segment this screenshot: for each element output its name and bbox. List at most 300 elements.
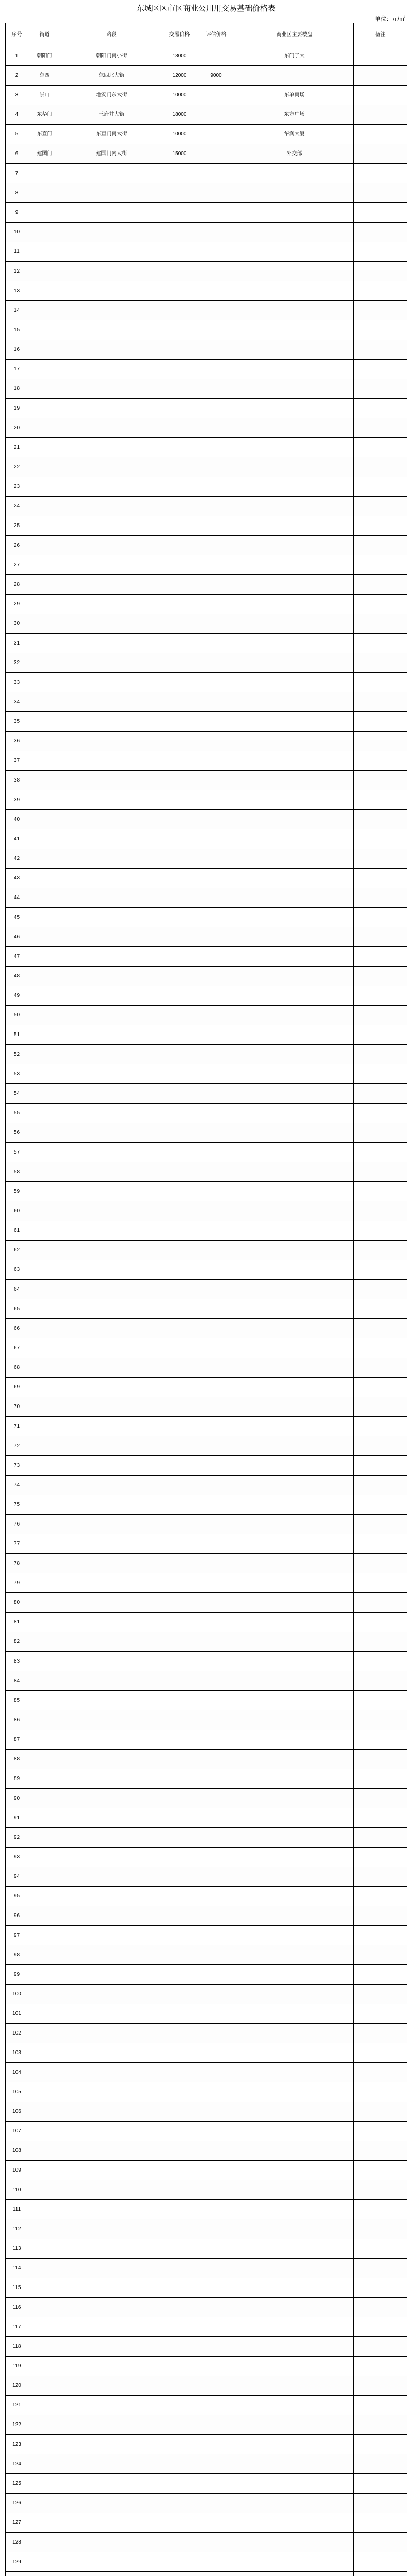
cell-index: 56 bbox=[6, 1123, 28, 1143]
table-row bbox=[6, 575, 407, 595]
cell-road bbox=[61, 203, 162, 223]
table-row bbox=[6, 888, 407, 908]
table-row bbox=[6, 2533, 407, 2552]
cell-street bbox=[28, 1299, 61, 1319]
cell-street bbox=[28, 1710, 61, 1730]
cell-buildings bbox=[235, 1143, 354, 1162]
cell-road bbox=[61, 986, 162, 1006]
cell-trade-price bbox=[162, 1045, 197, 1064]
cell-index: 2 bbox=[6, 66, 28, 86]
cell-notes bbox=[354, 183, 407, 203]
cell-notes bbox=[354, 1652, 407, 1671]
cell-road bbox=[61, 1338, 162, 1358]
cell-street bbox=[28, 203, 61, 223]
cell-street bbox=[28, 1338, 61, 1358]
table-body bbox=[6, 46, 407, 2576]
cell-street bbox=[28, 2494, 61, 2513]
cell-buildings bbox=[235, 1221, 354, 1241]
cell-index: 77 bbox=[6, 1534, 28, 1554]
cell-assessed-price bbox=[197, 1906, 235, 1926]
cell-index: 72 bbox=[6, 1436, 28, 1456]
table-row bbox=[6, 614, 407, 634]
cell-buildings bbox=[235, 1260, 354, 1280]
cell-index: 4 bbox=[6, 105, 28, 125]
cell-buildings bbox=[235, 1084, 354, 1104]
cell-road bbox=[61, 2024, 162, 2043]
cell-index: 74 bbox=[6, 1476, 28, 1495]
cell-road bbox=[61, 1887, 162, 1906]
cell-road bbox=[61, 1985, 162, 2004]
cell-index: 43 bbox=[6, 869, 28, 888]
cell-notes bbox=[354, 1201, 407, 1221]
table-row bbox=[6, 1064, 407, 1084]
cell-buildings bbox=[235, 595, 354, 614]
table-row bbox=[6, 2004, 407, 2024]
cell-notes bbox=[354, 144, 407, 164]
cell-trade-price bbox=[162, 2357, 197, 2376]
table-row bbox=[6, 869, 407, 888]
cell-assessed-price bbox=[197, 2239, 235, 2259]
cell-assessed-price bbox=[197, 2317, 235, 2337]
cell-buildings bbox=[235, 751, 354, 771]
cell-notes bbox=[354, 1143, 407, 1162]
cell-index: 73 bbox=[6, 1456, 28, 1476]
cell-street bbox=[28, 1965, 61, 1985]
cell-index: 124 bbox=[6, 2454, 28, 2474]
cell-assessed-price bbox=[197, 281, 235, 301]
cell-street bbox=[28, 1926, 61, 1945]
cell-street bbox=[28, 2239, 61, 2259]
cell-buildings bbox=[235, 1730, 354, 1750]
cell-trade-price bbox=[162, 986, 197, 1006]
cell-street bbox=[28, 1476, 61, 1495]
cell-buildings bbox=[235, 2219, 354, 2239]
cell-road bbox=[61, 2278, 162, 2298]
header-trade-price: 交易价格 bbox=[162, 23, 197, 46]
cell-trade-price bbox=[162, 1299, 197, 1319]
cell-buildings bbox=[235, 1671, 354, 1691]
cell-assessed-price bbox=[197, 692, 235, 712]
cell-buildings bbox=[235, 2396, 354, 2415]
table-row bbox=[6, 379, 407, 399]
cell-road bbox=[61, 1201, 162, 1221]
table-row bbox=[6, 1573, 407, 1593]
cell-trade-price bbox=[162, 497, 197, 516]
table-row bbox=[6, 1104, 407, 1123]
cell-index: 25 bbox=[6, 516, 28, 536]
cell-street bbox=[28, 1828, 61, 1848]
cell-assessed-price bbox=[197, 1358, 235, 1378]
cell-index: 1 bbox=[6, 46, 28, 66]
cell-index: 44 bbox=[6, 888, 28, 908]
cell-street bbox=[28, 771, 61, 790]
cell-buildings bbox=[235, 2004, 354, 2024]
cell-street bbox=[28, 281, 61, 301]
cell-index: 113 bbox=[6, 2239, 28, 2259]
cell-assessed-price bbox=[197, 2435, 235, 2454]
cell-road bbox=[61, 2357, 162, 2376]
cell-street bbox=[28, 1906, 61, 1926]
cell-notes bbox=[354, 2141, 407, 2161]
cell-index: 96 bbox=[6, 1906, 28, 1926]
cell-assessed-price bbox=[197, 2454, 235, 2474]
cell-assessed-price bbox=[197, 2513, 235, 2533]
cell-assessed-price bbox=[197, 732, 235, 751]
table-row bbox=[6, 2259, 407, 2278]
cell-buildings bbox=[235, 712, 354, 732]
cell-trade-price bbox=[162, 1554, 197, 1573]
cell-street bbox=[28, 2122, 61, 2141]
cell-trade-price bbox=[162, 771, 197, 790]
cell-index: 7 bbox=[6, 164, 28, 183]
cell-notes bbox=[354, 477, 407, 497]
cell-street bbox=[28, 967, 61, 986]
cell-street bbox=[28, 1162, 61, 1182]
cell-buildings bbox=[235, 1985, 354, 2004]
table-row bbox=[6, 1867, 407, 1887]
cell-notes bbox=[354, 712, 407, 732]
cell-assessed-price bbox=[197, 86, 235, 105]
cell-notes bbox=[354, 1985, 407, 2004]
cell-index: 3 bbox=[6, 86, 28, 105]
cell-trade-price bbox=[162, 653, 197, 673]
cell-assessed-price bbox=[197, 1554, 235, 1573]
table-row bbox=[6, 1965, 407, 1985]
cell-notes bbox=[354, 2043, 407, 2063]
header-index: 序号 bbox=[6, 23, 28, 46]
cell-road bbox=[61, 164, 162, 183]
cell-trade-price bbox=[162, 379, 197, 399]
cell-road bbox=[61, 340, 162, 360]
cell-assessed-price bbox=[197, 1495, 235, 1515]
cell-street bbox=[28, 2102, 61, 2122]
cell-notes bbox=[354, 732, 407, 751]
table-row bbox=[6, 66, 407, 86]
cell-notes bbox=[354, 1378, 407, 1397]
cell-street bbox=[28, 673, 61, 692]
cell-road bbox=[61, 2219, 162, 2239]
cell-notes bbox=[354, 86, 407, 105]
cell-index: 93 bbox=[6, 1848, 28, 1867]
table-row bbox=[6, 790, 407, 810]
cell-notes bbox=[354, 2298, 407, 2317]
cell-notes bbox=[354, 2396, 407, 2415]
cell-trade-price bbox=[162, 1397, 197, 1417]
cell-road bbox=[61, 2102, 162, 2122]
price-table bbox=[5, 23, 407, 2576]
cell-index: 18 bbox=[6, 379, 28, 399]
cell-road bbox=[61, 1573, 162, 1593]
table-row bbox=[6, 1476, 407, 1495]
cell-buildings bbox=[235, 986, 354, 1006]
cell-trade-price bbox=[162, 1945, 197, 1965]
cell-notes bbox=[354, 2259, 407, 2278]
cell-notes bbox=[354, 2513, 407, 2533]
cell-notes bbox=[354, 575, 407, 595]
cell-trade-price bbox=[162, 2533, 197, 2552]
cell-assessed-price bbox=[197, 869, 235, 888]
cell-assessed-price bbox=[197, 634, 235, 653]
cell-buildings bbox=[235, 1613, 354, 1632]
cell-buildings bbox=[235, 2552, 354, 2572]
cell-street bbox=[28, 301, 61, 320]
cell-index: 94 bbox=[6, 1867, 28, 1887]
cell-buildings bbox=[235, 2043, 354, 2063]
cell-assessed-price bbox=[197, 1691, 235, 1710]
cell-road bbox=[61, 888, 162, 908]
cell-road bbox=[61, 2572, 162, 2576]
cell-assessed-price bbox=[197, 967, 235, 986]
cell-road bbox=[61, 1045, 162, 1064]
cell-road bbox=[61, 1730, 162, 1750]
table-row bbox=[6, 555, 407, 575]
cell-notes bbox=[354, 1084, 407, 1104]
cell-road bbox=[61, 2259, 162, 2278]
cell-street bbox=[28, 1201, 61, 1221]
cell-notes bbox=[354, 203, 407, 223]
table-row bbox=[6, 1926, 407, 1945]
cell-buildings bbox=[235, 967, 354, 986]
table-row bbox=[6, 2219, 407, 2239]
cell-road bbox=[61, 1906, 162, 1926]
cell-index: 65 bbox=[6, 1299, 28, 1319]
table-row bbox=[6, 829, 407, 849]
cell-assessed-price bbox=[197, 849, 235, 869]
table-row bbox=[6, 2122, 407, 2141]
cell-road bbox=[61, 477, 162, 497]
cell-road: 东四北大街 bbox=[61, 66, 162, 86]
cell-assessed-price bbox=[197, 2337, 235, 2357]
cell-index: 75 bbox=[6, 1495, 28, 1515]
cell-notes bbox=[354, 1573, 407, 1593]
cell-street bbox=[28, 2552, 61, 2572]
cell-street bbox=[28, 1613, 61, 1632]
cell-street bbox=[28, 457, 61, 477]
cell-trade-price bbox=[162, 262, 197, 281]
cell-trade-price: 15000 bbox=[162, 144, 197, 164]
cell-road bbox=[61, 634, 162, 653]
table-row bbox=[6, 399, 407, 418]
cell-road bbox=[61, 1319, 162, 1338]
cell-index: 32 bbox=[6, 653, 28, 673]
cell-notes bbox=[354, 1476, 407, 1495]
cell-street bbox=[28, 2278, 61, 2298]
cell-trade-price bbox=[162, 1632, 197, 1652]
cell-trade-price bbox=[162, 1260, 197, 1280]
cell-notes bbox=[354, 2337, 407, 2357]
cell-buildings bbox=[235, 2082, 354, 2102]
table-row bbox=[6, 1260, 407, 1280]
cell-buildings bbox=[235, 2376, 354, 2396]
cell-assessed-price bbox=[197, 1789, 235, 1808]
table-row bbox=[6, 2141, 407, 2161]
cell-buildings bbox=[235, 2239, 354, 2259]
cell-index: 6 bbox=[6, 144, 28, 164]
table-row bbox=[6, 1828, 407, 1848]
header-buildings: 商业区主要楼盘 bbox=[235, 23, 354, 46]
cell-assessed-price bbox=[197, 2122, 235, 2141]
table-row bbox=[6, 634, 407, 653]
cell-assessed-price bbox=[197, 2533, 235, 2552]
cell-index: 13 bbox=[6, 281, 28, 301]
cell-road bbox=[61, 457, 162, 477]
cell-buildings bbox=[235, 1534, 354, 1554]
cell-road bbox=[61, 1593, 162, 1613]
cell-index: 36 bbox=[6, 732, 28, 751]
cell-assessed-price bbox=[197, 1985, 235, 2004]
page-title: 东城区区市区商业公用用交易基础价格表 bbox=[136, 4, 276, 13]
cell-assessed-price bbox=[197, 262, 235, 281]
cell-notes bbox=[354, 790, 407, 810]
cell-buildings bbox=[235, 1417, 354, 1436]
cell-road bbox=[61, 2552, 162, 2572]
cell-trade-price bbox=[162, 1789, 197, 1808]
cell-trade-price bbox=[162, 692, 197, 712]
cell-trade-price bbox=[162, 2396, 197, 2415]
cell-street bbox=[28, 1887, 61, 1906]
cell-trade-price bbox=[162, 1593, 197, 1613]
table-row bbox=[6, 849, 407, 869]
cell-buildings bbox=[235, 1867, 354, 1887]
cell-trade-price bbox=[162, 242, 197, 262]
cell-trade-price bbox=[162, 1358, 197, 1378]
cell-road bbox=[61, 1456, 162, 1476]
cell-index: 48 bbox=[6, 967, 28, 986]
cell-index: 39 bbox=[6, 790, 28, 810]
table-row bbox=[6, 2474, 407, 2494]
cell-street bbox=[28, 1104, 61, 1123]
cell-notes bbox=[354, 771, 407, 790]
cell-street bbox=[28, 2357, 61, 2376]
cell-street bbox=[28, 2435, 61, 2454]
cell-notes bbox=[354, 457, 407, 477]
cell-street bbox=[28, 1750, 61, 1769]
cell-assessed-price bbox=[197, 2357, 235, 2376]
cell-trade-price bbox=[162, 1436, 197, 1456]
cell-street bbox=[28, 653, 61, 673]
cell-index: 46 bbox=[6, 927, 28, 947]
cell-road bbox=[61, 1926, 162, 1945]
cell-notes bbox=[354, 1769, 407, 1789]
cell-road bbox=[61, 1221, 162, 1241]
cell-trade-price bbox=[162, 320, 197, 340]
cell-trade-price bbox=[162, 634, 197, 653]
cell-buildings bbox=[235, 1906, 354, 1926]
cell-notes bbox=[354, 1241, 407, 1260]
cell-road bbox=[61, 262, 162, 281]
cell-road bbox=[61, 1671, 162, 1691]
cell-street: 东华门 bbox=[28, 105, 61, 125]
cell-street bbox=[28, 1123, 61, 1143]
cell-road bbox=[61, 536, 162, 555]
cell-assessed-price bbox=[197, 1926, 235, 1945]
cell-trade-price bbox=[162, 1691, 197, 1710]
cell-index: 119 bbox=[6, 2357, 28, 2376]
cell-assessed-price bbox=[197, 2180, 235, 2200]
cell-index: 52 bbox=[6, 1045, 28, 1064]
cell-notes bbox=[354, 1104, 407, 1123]
cell-notes bbox=[354, 986, 407, 1006]
table-row bbox=[6, 1515, 407, 1534]
cell-notes bbox=[354, 1593, 407, 1613]
cell-index: 22 bbox=[6, 457, 28, 477]
cell-assessed-price bbox=[197, 144, 235, 164]
table-row bbox=[6, 2337, 407, 2357]
cell-trade-price bbox=[162, 888, 197, 908]
cell-road bbox=[61, 1691, 162, 1710]
cell-index: 53 bbox=[6, 1064, 28, 1084]
cell-buildings: 东单商场 bbox=[235, 86, 354, 105]
table-row bbox=[6, 1143, 407, 1162]
cell-buildings bbox=[235, 2357, 354, 2376]
cell-index: 92 bbox=[6, 1828, 28, 1848]
cell-street: 朝阳门 bbox=[28, 46, 61, 66]
cell-trade-price bbox=[162, 1241, 197, 1260]
cell-road bbox=[61, 653, 162, 673]
cell-street bbox=[28, 947, 61, 967]
cell-index: 68 bbox=[6, 1358, 28, 1378]
cell-trade-price bbox=[162, 2161, 197, 2180]
cell-notes bbox=[354, 810, 407, 829]
cell-buildings bbox=[235, 692, 354, 712]
table-row bbox=[6, 2239, 407, 2259]
cell-assessed-price bbox=[197, 595, 235, 614]
cell-notes bbox=[354, 2552, 407, 2572]
cell-index: 61 bbox=[6, 1221, 28, 1241]
cell-street bbox=[28, 810, 61, 829]
cell-road bbox=[61, 2454, 162, 2474]
cell-index: 62 bbox=[6, 1241, 28, 1260]
cell-index: 102 bbox=[6, 2024, 28, 2043]
cell-trade-price bbox=[162, 1848, 197, 1867]
cell-road bbox=[61, 1260, 162, 1280]
cell-index: 51 bbox=[6, 1025, 28, 1045]
cell-buildings bbox=[235, 262, 354, 281]
cell-road bbox=[61, 1945, 162, 1965]
cell-index: 109 bbox=[6, 2161, 28, 2180]
cell-index: 76 bbox=[6, 1515, 28, 1534]
cell-trade-price bbox=[162, 301, 197, 320]
cell-road bbox=[61, 2474, 162, 2494]
cell-trade-price bbox=[162, 2494, 197, 2513]
cell-buildings bbox=[235, 477, 354, 497]
cell-trade-price bbox=[162, 2043, 197, 2063]
cell-notes bbox=[354, 555, 407, 575]
cell-trade-price bbox=[162, 2415, 197, 2435]
cell-buildings bbox=[235, 653, 354, 673]
cell-assessed-price bbox=[197, 360, 235, 379]
table-row bbox=[6, 1945, 407, 1965]
cell-trade-price bbox=[162, 2063, 197, 2082]
table-row bbox=[6, 2376, 407, 2396]
cell-trade-price bbox=[162, 1671, 197, 1691]
table-row bbox=[6, 536, 407, 555]
cell-trade-price bbox=[162, 1476, 197, 1495]
cell-assessed-price bbox=[197, 1867, 235, 1887]
cell-trade-price bbox=[162, 1534, 197, 1554]
cell-buildings bbox=[235, 908, 354, 927]
cell-trade-price bbox=[162, 418, 197, 438]
cell-road bbox=[61, 2298, 162, 2317]
table-header-row bbox=[6, 23, 407, 46]
cell-index: 120 bbox=[6, 2376, 28, 2396]
table-row bbox=[6, 2396, 407, 2415]
table-row bbox=[6, 203, 407, 223]
cell-street bbox=[28, 2376, 61, 2396]
cell-assessed-price bbox=[197, 1573, 235, 1593]
cell-road bbox=[61, 2513, 162, 2533]
cell-road bbox=[61, 301, 162, 320]
